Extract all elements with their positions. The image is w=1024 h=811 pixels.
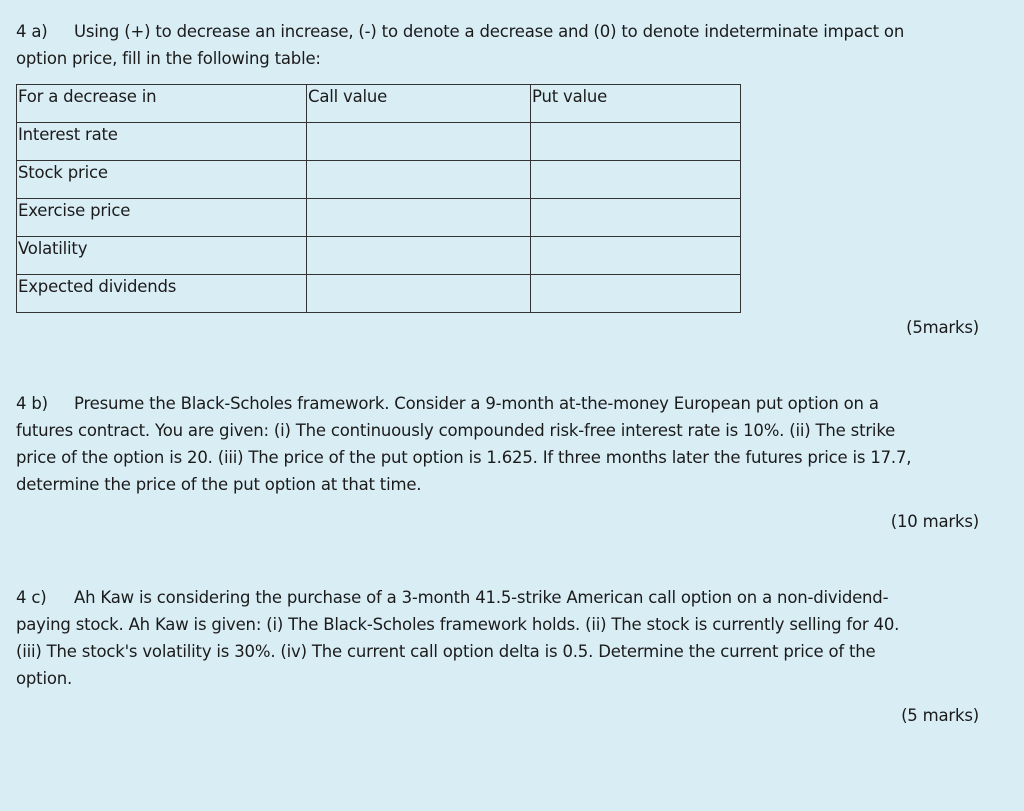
table-row — [17, 123, 741, 161]
table-row — [17, 237, 741, 275]
put-cell-stock-price[interactable] — [531, 161, 741, 199]
table-row — [17, 275, 741, 313]
impact-table — [16, 84, 741, 313]
question-4c-marks: (5 marks) — [901, 706, 979, 725]
question-4c-line-1: Ah Kaw is considering the purchase of a 3-month 41.5-strike American call option on a non-dividend- — [74, 588, 889, 607]
row-label-stock-price: Stock price — [17, 161, 307, 199]
row-label-exercise-price: Exercise price — [17, 199, 307, 237]
put-cell-interest-rate[interactable] — [531, 123, 741, 161]
question-4a-marks: (5marks) — [906, 318, 979, 337]
question-4b-marks: (10 marks) — [890, 512, 979, 531]
question-4b-line-4: determine the price of the put option at that time. — [16, 475, 422, 494]
table-header-row — [17, 85, 741, 123]
row-label-expected-dividends: Expected dividends — [17, 275, 307, 313]
question-4a-number: 4 a) — [16, 22, 48, 41]
call-cell-interest-rate[interactable] — [307, 123, 531, 161]
put-cell-volatility[interactable] — [531, 237, 741, 275]
question-4a-line-1: Using (+) to decrease an increase, (-) to denote a decrease and (0) to denote indeterminate impact on — [74, 22, 905, 41]
call-cell-volatility[interactable] — [307, 237, 531, 275]
table-header-put: Put value — [531, 85, 741, 123]
table-header-factor: For a decrease in — [17, 85, 307, 123]
row-label-volatility: Volatility — [17, 237, 307, 275]
row-label-interest-rate: Interest rate — [17, 123, 307, 161]
call-cell-stock-price[interactable] — [307, 161, 531, 199]
question-4b-text — [16, 390, 976, 498]
question-4c-line-4: option. — [16, 669, 73, 688]
question-4c-number: 4 c) — [16, 588, 47, 607]
put-cell-exercise-price[interactable] — [531, 199, 741, 237]
question-4b-line-2: futures contract. You are given: (i) The continuously compounded risk-free interest rate is 10%. (ii) The strike — [16, 421, 896, 440]
question-4b-number: 4 b) — [16, 394, 48, 413]
question-4b-line-1: Presume the Black-Scholes framework. Consider a 9-month at-the-money European put option on a — [74, 394, 879, 413]
table-header-call: Call value — [307, 85, 531, 123]
table-row — [17, 161, 741, 199]
question-4b-line-3: price of the option is 20. (iii) The price of the put option is 1.625. If three months later the futures price is 17.7, — [16, 448, 912, 467]
question-4a-line-2: option price, fill in the following table: — [16, 49, 321, 68]
question-4c-text — [16, 584, 976, 692]
question-4c-line-2: paying stock. Ah Kaw is given: (i) The Black-Scholes framework holds. (ii) The stock is currently selling for 40. — [16, 615, 900, 634]
call-cell-exercise-price[interactable] — [307, 199, 531, 237]
table-row — [17, 199, 741, 237]
call-cell-expected-dividends[interactable] — [307, 275, 531, 313]
question-4a-text — [16, 18, 976, 72]
question-4c-line-3: (iii) The stock's volatility is 30%. (iv) The current call option delta is 0.5. Determine the current price of the — [16, 642, 876, 661]
put-cell-expected-dividends[interactable] — [531, 275, 741, 313]
